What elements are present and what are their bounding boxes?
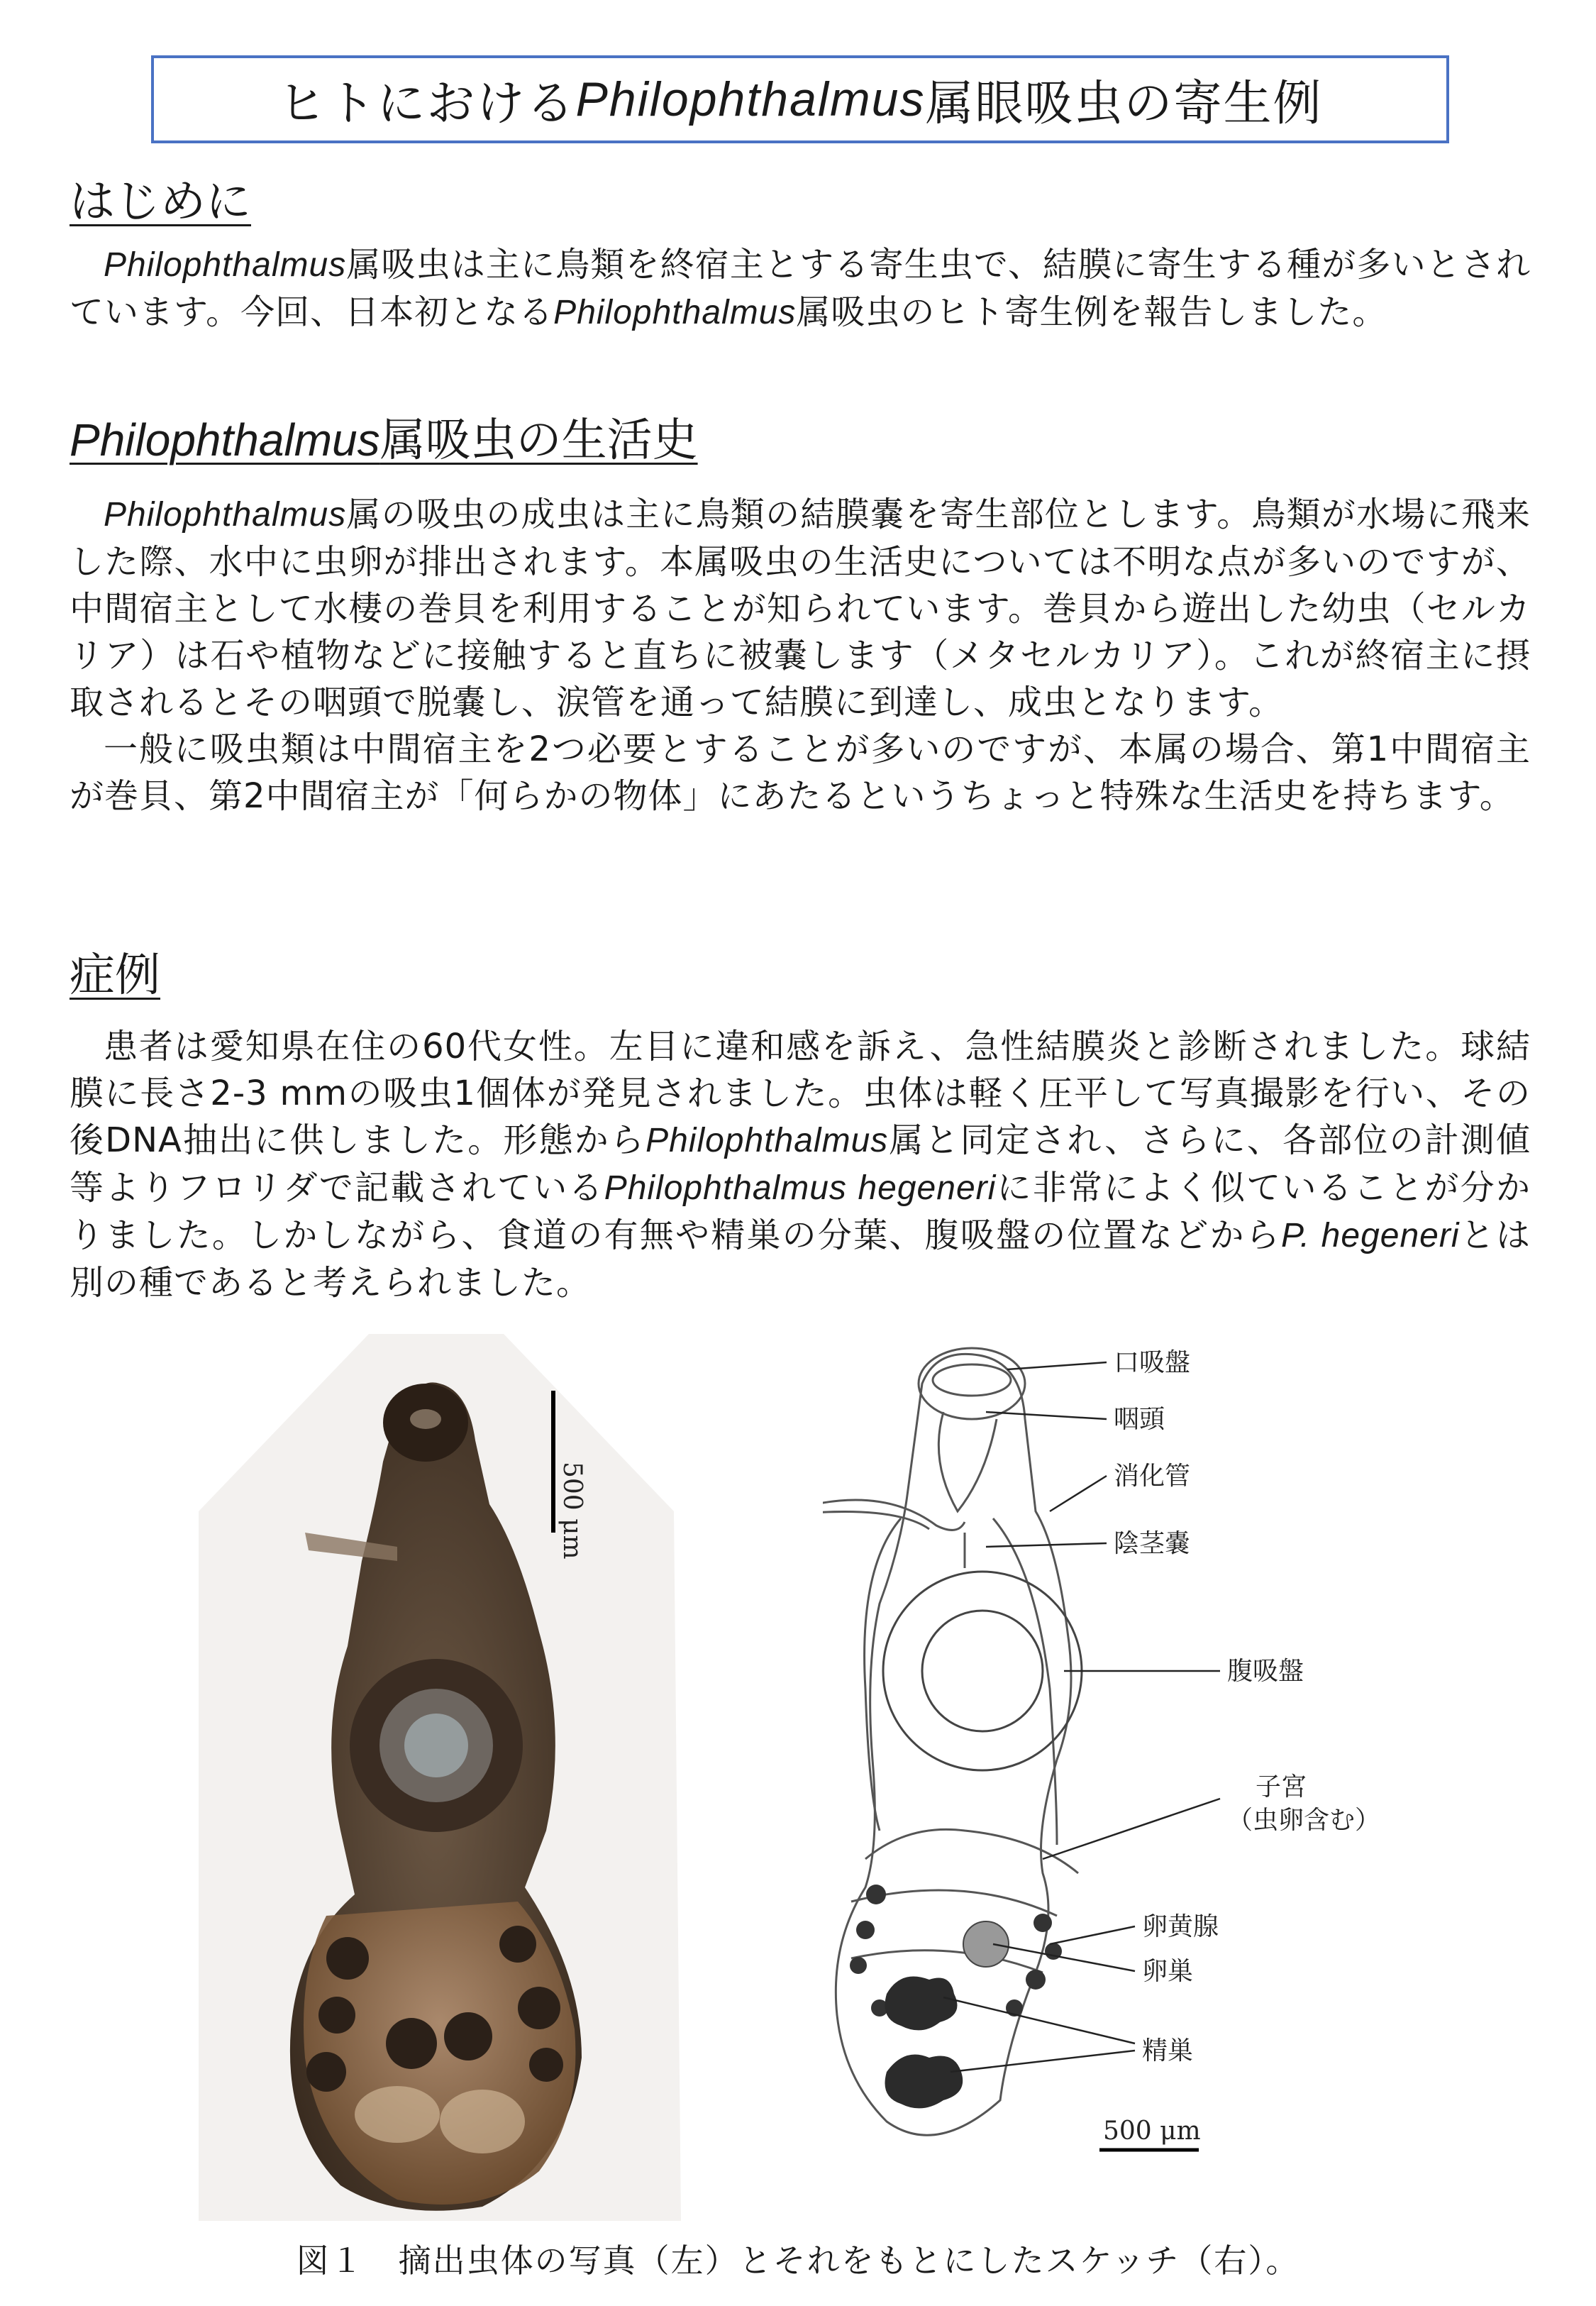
life-genus: Philophthalmus bbox=[104, 496, 347, 534]
label-cirrus-sac: 陰茎嚢 bbox=[1114, 1529, 1191, 1558]
intro-text-a: 属吸虫は主に鳥類を終宿主とする寄生虫で、結膜に寄生する種が多いとされています。今回、日本初となる bbox=[70, 245, 1531, 332]
sketch-testes bbox=[885, 1977, 963, 2109]
case-text bbox=[70, 1023, 1531, 1306]
case-text-b: 属と同定され、さらに、各部位の計測値等よりフロリダで記載されている bbox=[70, 1120, 1531, 1208]
intro-heading: はじめに bbox=[70, 176, 251, 228]
label-ovary: 卵巣 bbox=[1142, 1957, 1194, 1986]
sketch-ovary bbox=[963, 1921, 1009, 1967]
label-vitellaria: 卵黄腺 bbox=[1142, 1912, 1219, 1941]
case-genus: Philophthalmus bbox=[645, 1122, 889, 1159]
title-genus: Philophthalmus bbox=[575, 72, 926, 126]
photo-scale-label: 500 μm bbox=[558, 1462, 587, 1560]
specimen-sketch bbox=[823, 1334, 1518, 2178]
case-text-d: とは別の種であると考えられました。 bbox=[70, 1215, 1531, 1303]
case-heading: 症例 bbox=[70, 949, 160, 1002]
label-uterus-note: （虫卵含む） bbox=[1227, 1806, 1381, 1835]
label-testis: 精巣 bbox=[1142, 2036, 1194, 2065]
title-suffix: 属眼吸虫の寄生例 bbox=[925, 75, 1323, 132]
life-text-p2: 一般に吸虫類は中間宿主を2つ必要とすることが多いのですが、本属の場合、第1中間宿主が巻貝、第2中間宿主が「何らかの物体」にあたるというちょっと特殊な生活史を持ちます。 bbox=[70, 729, 1531, 816]
case-species-abbr: P. hegeneri bbox=[1280, 1217, 1460, 1254]
case-species: Philophthalmus hegeneri bbox=[604, 1169, 997, 1207]
intro-genus-2: Philophthalmus bbox=[553, 294, 797, 331]
life-heading-genus: Philophthalmus bbox=[70, 414, 380, 465]
life-heading-suffix: 属吸虫の生活史 bbox=[379, 414, 698, 467]
case-text-a: 患者は愛知県在住の60代女性。左目に違和感を訴え、急性結膜炎と診断されました。球結膜に長さ2-3 mmの吸虫1個体が発見されました。虫体は軽く圧平して写真撮影を行い、その後DNA抽出に供しました。形態から bbox=[70, 1027, 1531, 1160]
intro-text-b: 属吸虫のヒト寄生例を報告しました。 bbox=[796, 292, 1387, 332]
sketch-ventral-sucker-inner bbox=[922, 1611, 1043, 1731]
life-text-p1: 属の吸虫の成虫は主に鳥類の結膜嚢を寄生部位とします。鳥類が水場に飛来した際、水中に虫卵が排出されます。本属吸虫の生活史については不明な点が多いのですが、中間宿主として水棲の巻貝を利用することが知られています。巻貝から遊出した幼虫（セルカリア）は石や植物などに接触すると直ちに被嚢します（メタセルカリア）。これが終宿主に摂取されるとその咽頭で脱嚢し、涙管を通って結膜に到達し、成虫となります。 bbox=[70, 495, 1531, 722]
life-text bbox=[70, 491, 1531, 820]
label-digestive-tract: 消化管 bbox=[1114, 1462, 1191, 1491]
photo-ventral-sucker-center bbox=[404, 1714, 468, 1777]
figure-area bbox=[0, 1334, 1596, 2256]
figure-caption: 図１ 摘出虫体の写真（左）とそれをもとにしたスケッチ（右）。 bbox=[296, 2241, 1300, 2280]
sketch-scale-label: 500 μm bbox=[1103, 2117, 1201, 2146]
specimen-photo bbox=[184, 1334, 695, 2221]
intro-genus: Philophthalmus bbox=[104, 246, 347, 284]
title-box bbox=[151, 55, 1449, 143]
label-ventral-sucker: 腹吸盤 bbox=[1227, 1657, 1304, 1686]
label-pharynx: 咽頭 bbox=[1114, 1405, 1165, 1434]
photo-oral-opening bbox=[410, 1409, 441, 1429]
life-heading bbox=[70, 415, 698, 465]
case-text-c: に非常によく似ていることが分かりました。しかしながら、食道の有無や精巣の分葉、腹吸盤の位置などから bbox=[70, 1168, 1531, 1255]
label-oral-sucker: 口吸盤 bbox=[1114, 1348, 1191, 1377]
title-prefix: ヒトにおける bbox=[277, 75, 576, 132]
intro-text bbox=[70, 241, 1531, 336]
label-uterus: 子宮 bbox=[1256, 1772, 1307, 1802]
